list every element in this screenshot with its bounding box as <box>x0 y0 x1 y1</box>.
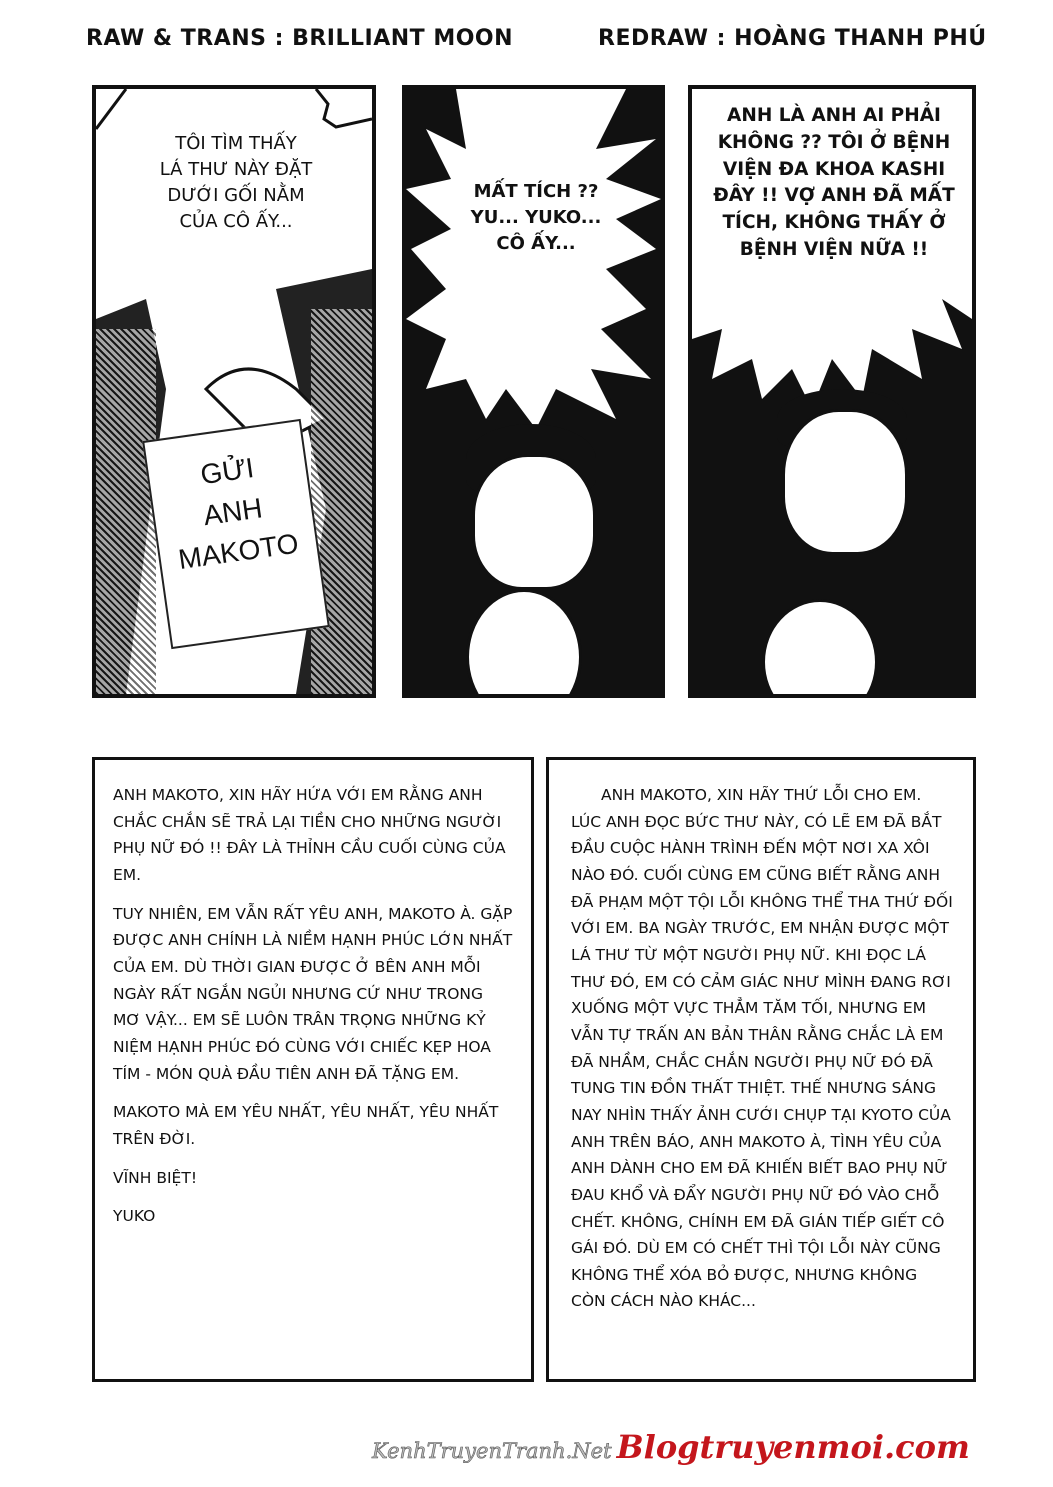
envelope-label: GỬI ANH MAKOTO <box>176 452 301 576</box>
letter-envelope <box>142 419 330 649</box>
exclamation-text: MẤT TÍCH ?? YU... YUKO... CÔ ẤY... <box>470 181 602 255</box>
letter-paragraph: MAKOTO MÀ EM YÊU NHẤT, YÊU NHẤT, YÊU NHẤT TRÊN ĐỜI. <box>113 1103 499 1148</box>
letter-paragraph: ANH MAKOTO, XIN HÃY THỨ LỖI CHO EM. LÚC ANH ĐỌC BỨC THƯ NÀY, CÓ LẼ EM ĐÃ BẮT ĐẦU CUỘC HÀNH TRÌNH ĐẾN MỘT NƠI XA XÔI NÀO ĐÓ. CUỐI CÙNG EM CŨNG BIẾT RẰNG ANH ĐÃ PHẠM MỘT TỘI LỖI KHÔNG THỂ THA THỨ ĐỐI VỚI EM. BA NGÀY TRƯỚC, EM NHẬN ĐƯỢC MỘT LÁ THƯ TỪ MỘT NGƯỜI PHỤ NỮ. KHI ĐỌC LÁ THƯ ĐÓ, EM CÓ CẢM GIÁC NHƯ MÌNH ĐANG RƠI XUỐNG MỘT VỰC THẲM TĂM TỐI, NHƯNG EM VẪN TỰ TRẤN AN BẢN THÂN RẰNG CHẮC LÀ EM ĐÃ NHẦM, CHẮC CHẮN NGƯỜI PHỤ NỮ ĐÓ ĐÃ TUNG TIN ĐỒN THẤT THIỆT. THẾ NHƯNG SÁNG NAY NHÌN THẤY ẢNH CƯỚI CHỤP TẠI KYOTO CỦA ANH TRÊN BÁO, ANH MAKOTO À, TÌNH YÊU CỦA ANH DÀNH CHO EM ĐÃ KHIẾN BIẾT BAO PHỤ NỮ ĐAU KHỔ VÀ ĐẨY NGƯỜI PHỤ NỮ ĐÓ VÀO CHỖ CHẾT. KHÔNG, CHÍNH EM ĐÃ GIÁN TIẾP GIẾT CÔ GÁI ĐÓ. DÙ EM CÓ CHẾT THÌ TỘI LỖI NÀY CŨNG KHÔNG THỂ XÓA BỎ ĐƯỢC, NHƯNG KHÔNG CÒN CÁCH NÀO KHÁC... <box>571 786 953 1311</box>
watermark-kenhtruyentranh: KenhTruyenTranh.Net <box>372 1439 612 1463</box>
comic-panel-shocked-man <box>402 85 665 698</box>
character-face-shocked <box>472 454 596 590</box>
speech-text: ANH LÀ ANH AI PHẢI KHÔNG ?? TÔI Ở BỆNH VIỆN ĐA KHOA KASHI ĐÂY !! VỢ ANH ĐÃ MẤT TÍCH, KHÔNG THẤY Ở BỆNH VIỆN NỮA !! <box>713 105 955 261</box>
letter-paragraph: ANH MAKOTO, XIN HÃY HỨA VỚI EM RẰNG ANH CHẮC CHẮN SẼ TRẢ LẠI TIỀN CHO NHỮNG NGƯỜI PHỤ NỮ ĐÓ !! ĐÂY LÀ THỈNH CẦU CUỐI CÙNG CỦA EM. <box>113 786 506 884</box>
credit-redraw: REDRAW : HOÀNG THANH PHÚ <box>598 26 987 51</box>
letter-text-box-left <box>92 757 534 1382</box>
comic-panel-hospital-man <box>688 85 976 698</box>
watermark-blogtruyenmoi: Blogtruyenmoi.com <box>616 1428 970 1466</box>
credit-raw-trans: RAW & TRANS : BRILLIANT MOON <box>86 26 514 51</box>
hatch-texture-right <box>311 309 372 694</box>
watermark <box>372 1428 970 1466</box>
letter-paragraph: TUY NHIÊN, EM VẪN RẤT YÊU ANH, MAKOTO À. GẶP ĐƯỢC ANH CHÍNH LÀ NIỀM HẠNH PHÚC LỚN NHẤT CỦA EM. DÙ THỜI GIAN ĐƯỢC Ở BÊN ANH MỖI NGÀY RẤT NGẮN NGỦI NHƯNG CỨ NHƯ TRONG MƠ VẬY... EM SẼ LUÔN TRÂN TRỌNG NHỮNG KỶ NIỆM HẠNH PHÚC ĐÓ CÙNG VỚI CHIẾC KẸP HOA TÍM - MÓN QUÀ ĐẦU TIÊN ANH ĐÃ TẶNG EM. <box>113 904 513 1083</box>
hatch-texture-left <box>96 329 156 694</box>
letter-signature: YUKO <box>113 1207 156 1226</box>
character-face-worried <box>782 409 908 555</box>
comic-panel-letter-found <box>92 85 376 698</box>
letter-text-box-right <box>546 757 976 1382</box>
speech-text: TÔI TÌM THẤY LÁ THƯ NÀY ĐẶT DƯỚI GỐI NẰM CỦA CÔ ẤY... <box>159 133 313 233</box>
letter-farewell: VĨNH BIỆT! <box>113 1168 198 1187</box>
